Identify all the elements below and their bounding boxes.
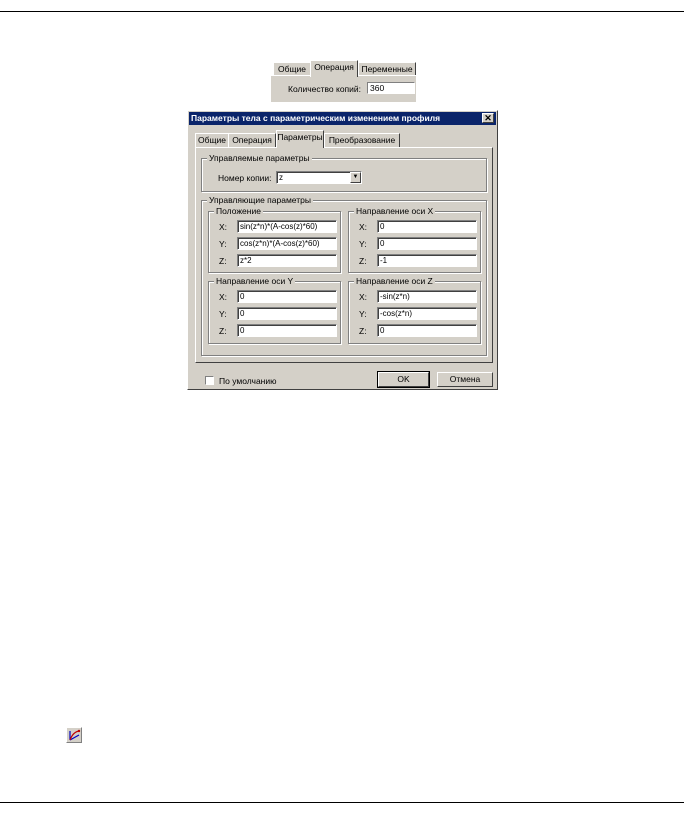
copy-number-label: Номер копии:: [218, 173, 272, 183]
fragment-tab-general[interactable]: Общие: [273, 62, 311, 76]
copy-number-value: z: [279, 173, 283, 182]
chevron-down-icon[interactable]: ▼: [350, 172, 361, 183]
parameters-panel: [195, 147, 493, 363]
axis-y-z-input[interactable]: 0: [237, 324, 337, 337]
position-x-label: X:: [219, 222, 228, 232]
axis-y-y-label: Y:: [219, 309, 227, 319]
tab-transformation[interactable]: Преобразование: [324, 133, 400, 147]
position-title: Положение: [216, 206, 261, 216]
axis-z-z-label: Z:: [359, 326, 367, 336]
position-z-input[interactable]: z*2: [237, 254, 337, 267]
controlling-params-title: Управляющие параметры: [209, 195, 311, 205]
axis-y-group: [208, 276, 341, 344]
axis-x-group: [348, 206, 481, 273]
page-top-rule: [0, 11, 684, 12]
page-bottom-rule: [0, 802, 684, 803]
fragment-panel: [271, 75, 416, 102]
copies-fragment: [271, 58, 416, 102]
axis-y-x-input[interactable]: 0: [237, 290, 337, 303]
position-z-label: Z:: [219, 256, 227, 266]
dialog-title: Параметры тела с параметрическим изменением профиля: [191, 113, 441, 123]
axis-z-group: [348, 276, 481, 344]
axis-z-title: Направление оси Z: [356, 276, 433, 286]
curve-axes-glyph: [67, 728, 81, 742]
axis-y-y-input[interactable]: 0: [237, 307, 337, 320]
controlling-params-group: [201, 195, 487, 356]
axis-y-title: Направление оси Y: [216, 276, 294, 286]
close-icon[interactable]: ✕: [482, 113, 494, 123]
tab-parameters[interactable]: Параметры: [276, 130, 324, 148]
copies-count-label: Количество копий:: [288, 84, 362, 94]
profile-parameters-dialog: [187, 110, 498, 390]
axis-z-x-label: X:: [359, 292, 368, 302]
axis-x-y-input[interactable]: 0: [377, 237, 477, 250]
curve-axes-icon[interactable]: [66, 727, 82, 743]
copy-number-combo[interactable]: [276, 171, 362, 184]
position-y-label: Y:: [219, 239, 227, 249]
default-checkbox-label[interactable]: По умолчанию: [219, 376, 277, 386]
copies-count-input[interactable]: 360: [367, 82, 415, 94]
controlled-params-title: Управляемые параметры: [209, 153, 310, 163]
ok-button[interactable]: OK: [378, 372, 429, 387]
axis-x-z-label: Z:: [359, 256, 367, 266]
default-checkbox[interactable]: [205, 376, 214, 385]
axis-x-x-label: X:: [359, 222, 368, 232]
axis-y-z-label: Z:: [219, 326, 227, 336]
axis-z-y-label: Y:: [359, 309, 367, 319]
tab-operation[interactable]: Операция: [228, 133, 276, 147]
axis-z-x-input[interactable]: -sin(z*n): [377, 290, 477, 303]
dialog-tab-strip: [195, 130, 495, 147]
axis-x-title: Направление оси X: [356, 206, 434, 216]
fragment-tab-strip: [271, 60, 416, 76]
position-y-input[interactable]: cos(z*n)*(A-cos(z)*60): [237, 237, 337, 250]
axis-y-x-label: X:: [219, 292, 228, 302]
tab-general[interactable]: Общие: [195, 133, 229, 147]
position-group: [208, 206, 341, 273]
axis-z-z-input[interactable]: 0: [377, 324, 477, 337]
fragment-tab-operation[interactable]: Операция: [310, 60, 358, 77]
dialog-titlebar: [189, 112, 496, 125]
axis-z-y-input[interactable]: -cos(z*n): [377, 307, 477, 320]
axis-x-z-input[interactable]: -1: [377, 254, 477, 267]
cancel-button[interactable]: Отмена: [437, 372, 493, 387]
position-x-input[interactable]: sin(z*n)*(A-cos(z)*60): [237, 220, 337, 233]
axis-x-y-label: Y:: [359, 239, 367, 249]
axis-x-x-input[interactable]: 0: [377, 220, 477, 233]
fragment-tab-variables[interactable]: Переменные: [358, 62, 416, 76]
controlled-params-group: [201, 153, 487, 192]
